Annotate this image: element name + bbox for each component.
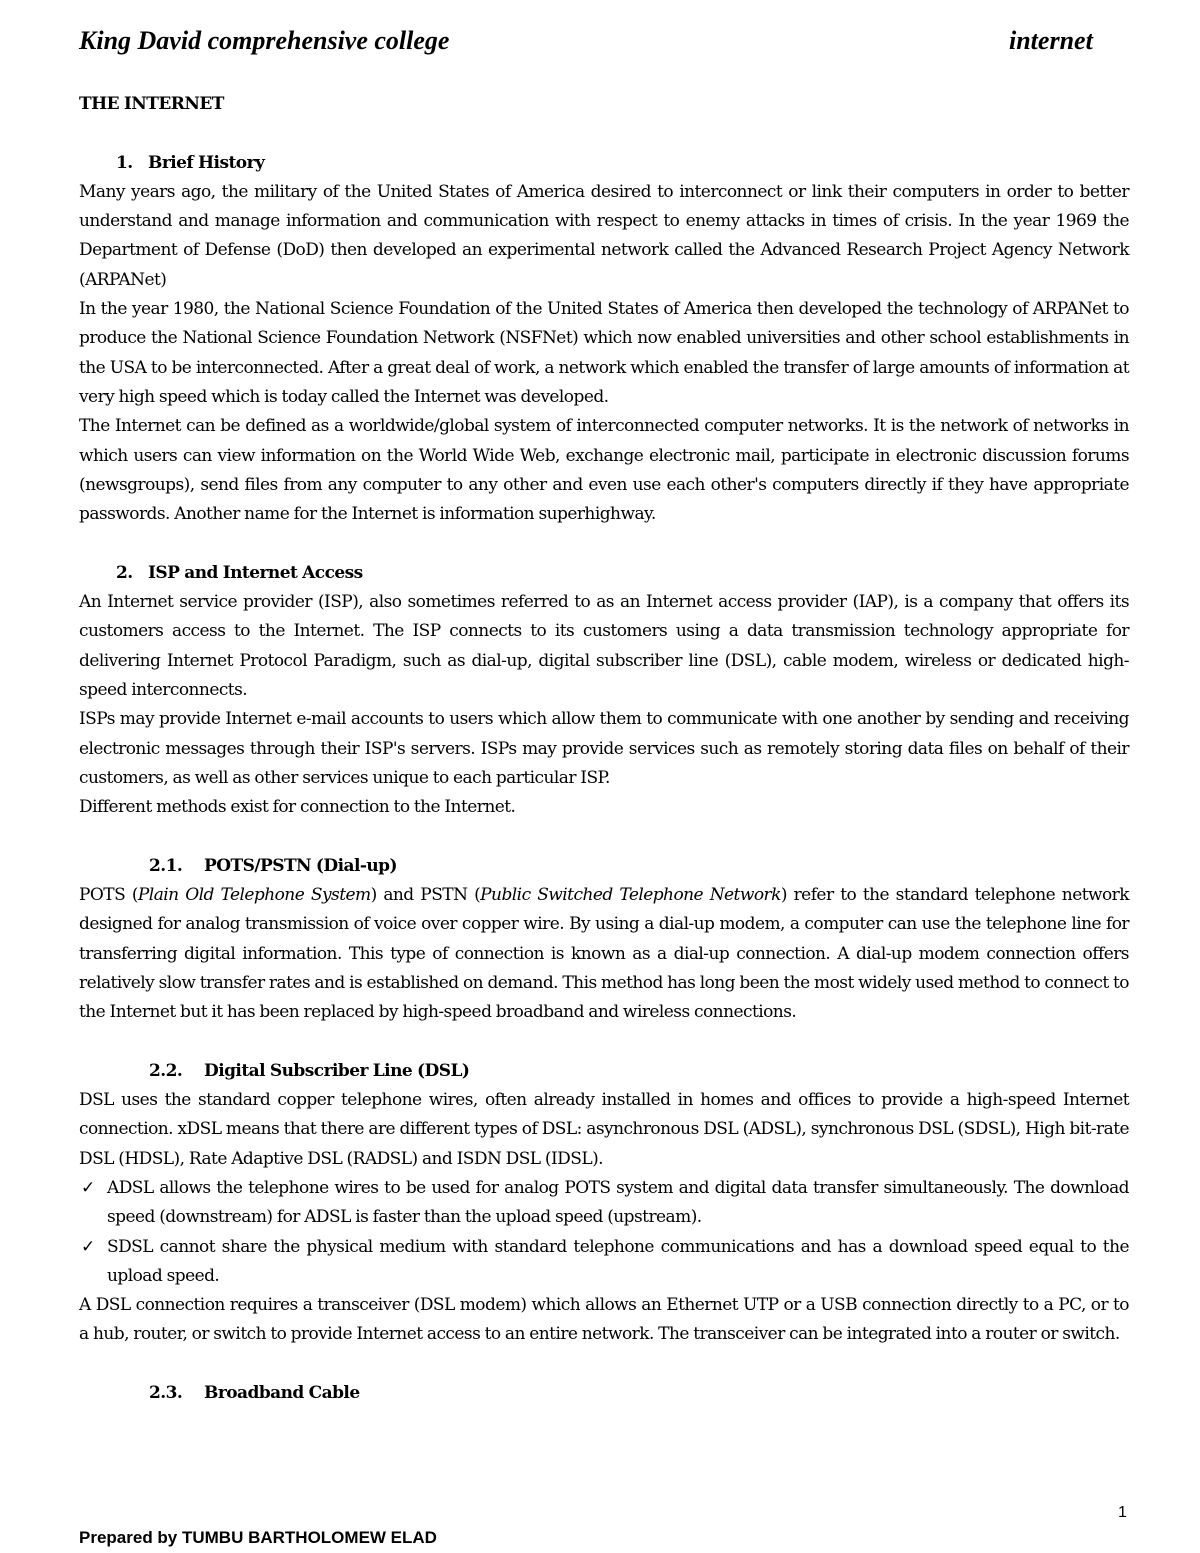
checkmark-icon: ✓ [81, 1236, 95, 1257]
dsl-bullet-adsl: ✓ ADSL allows the telephone wires to be used for analog POTS system and digital data transfer simultaneously. The download speed (downstream) for ADSL is faster than the upload speed (upstream). [79, 1174, 1129, 1233]
header-subject: internet [1009, 26, 1093, 55]
header-school-name: King David comprehensive college [79, 26, 450, 55]
checkmark-icon: ✓ [81, 1177, 95, 1198]
section-heading-pots: 2.1. POTS/PSTN (Dial-up) [149, 855, 398, 876]
footer-author: Prepared by TUMBU BARTHOLOMEW ELAD [79, 1528, 437, 1547]
section-heading-dsl: 2.2. Digital Subscriber Line (DSL) [149, 1060, 470, 1081]
dsl-bullet-sdsl: ✓ SDSL cannot share the physical medium with standard telephone communications and has a download speed equal to the upload speed. [79, 1233, 1129, 1292]
history-paragraph: In the year 1980, the National Science Foundation of the United States of America then developed the technology of ARPANet to produce the National Science Foundation Network (NSFNet) which now enabled universities and other school establishments in the USA to be interconnected. After a great deal of work, a network which enabled the transfer of large amounts of information at very high speed which is today called the Internet was developed. [79, 299, 1129, 407]
section-heading-isp: 2. ISP and Internet Access [116, 562, 363, 583]
isp-paragraph: ISPs may provide Internet e-mail accounts to users which allow them to communicate with one another by sending and receiving electronic messages through their ISP's servers. ISPs may provide services such as remotely storing data files on behalf of their customers, as well as other services unique to each particular ISP. [79, 709, 1129, 788]
section-heading-history: 1. Brief History [116, 152, 265, 173]
history-paragraph: Many years ago, the military of the United States of America desired to interconnect or link their computers in order to better understand and manage information and communication with respect to enemy attacks in times of crisis. In the year 1969 the Department of Defense (DoD) then developed an experimental network called the Advanced Research Project Agency Network (ARPANet) [79, 181, 1129, 290]
dsl-outro-paragraph: A DSL connection requires a transceiver (DSL modem) which allows an Ethernet UTP or a USB connection directly to a PC, or to a hub, router, or switch to provide Internet access to an entire network. The transceiver can be integrated into a router or switch. [79, 1295, 1129, 1345]
document-title: THE INTERNET [79, 94, 224, 114]
isp-paragraph: An Internet service provider (ISP), also sometimes referred to as an Internet access provider (IAP), is a company that offers its customers access to the Internet. The ISP connects to its customers using a data transmission technology appropriate for delivering Internet Protocol Paradigm, such as dial-up, digital subscriber line (DSL), cable modem, wireless or dedicated high-speed interconnects. [79, 592, 1129, 700]
pots-paragraph: POTS (Plain Old Telephone System) and PSTN (Public Switched Telephone Network) refer to the standard telephone network designed for analog transmission of voice over copper wire. By using a dial-up modem, a computer can use the telephone line for transferring digital information. This type of connection is known as a dial-up connection. A dial-up modem connection offers relatively slow transfer rates and is established on demand. This method has long been the most widely used method to connect to the Internet but it has been replaced by high-speed broadband and wireless connections. [79, 885, 1129, 1023]
section-heading-cable: 2.3. Broadband Cable [149, 1383, 360, 1404]
dsl-intro-paragraph: DSL uses the standard copper telephone wires, often already installed in homes and offices to provide a high-speed Internet connection. xDSL means that there are different types of DSL: asynchronous DSL (ADSL), synchronous DSL (SDSL), High bit-rate DSL (HDSL), Rate Adaptive DSL (RADSL) and ISDN DSL (IDSL). [79, 1090, 1129, 1169]
isp-paragraph: Different methods exist for connection to the Internet. [79, 797, 516, 818]
document-body [79, 90, 1129, 1408]
page-number: 1 [1118, 1504, 1127, 1521]
history-paragraph: The Internet can be defined as a worldwide/global system of interconnected computer networks. It is the network of networks in which users can view information on the World Wide Web, exchange electronic mail, participate in electronic discussion forums (newsgroups), send files from any computer to any other and even use each other's computers directly if they have appropriate passwords. Another name for the Internet is information superhighway. [79, 416, 1129, 525]
